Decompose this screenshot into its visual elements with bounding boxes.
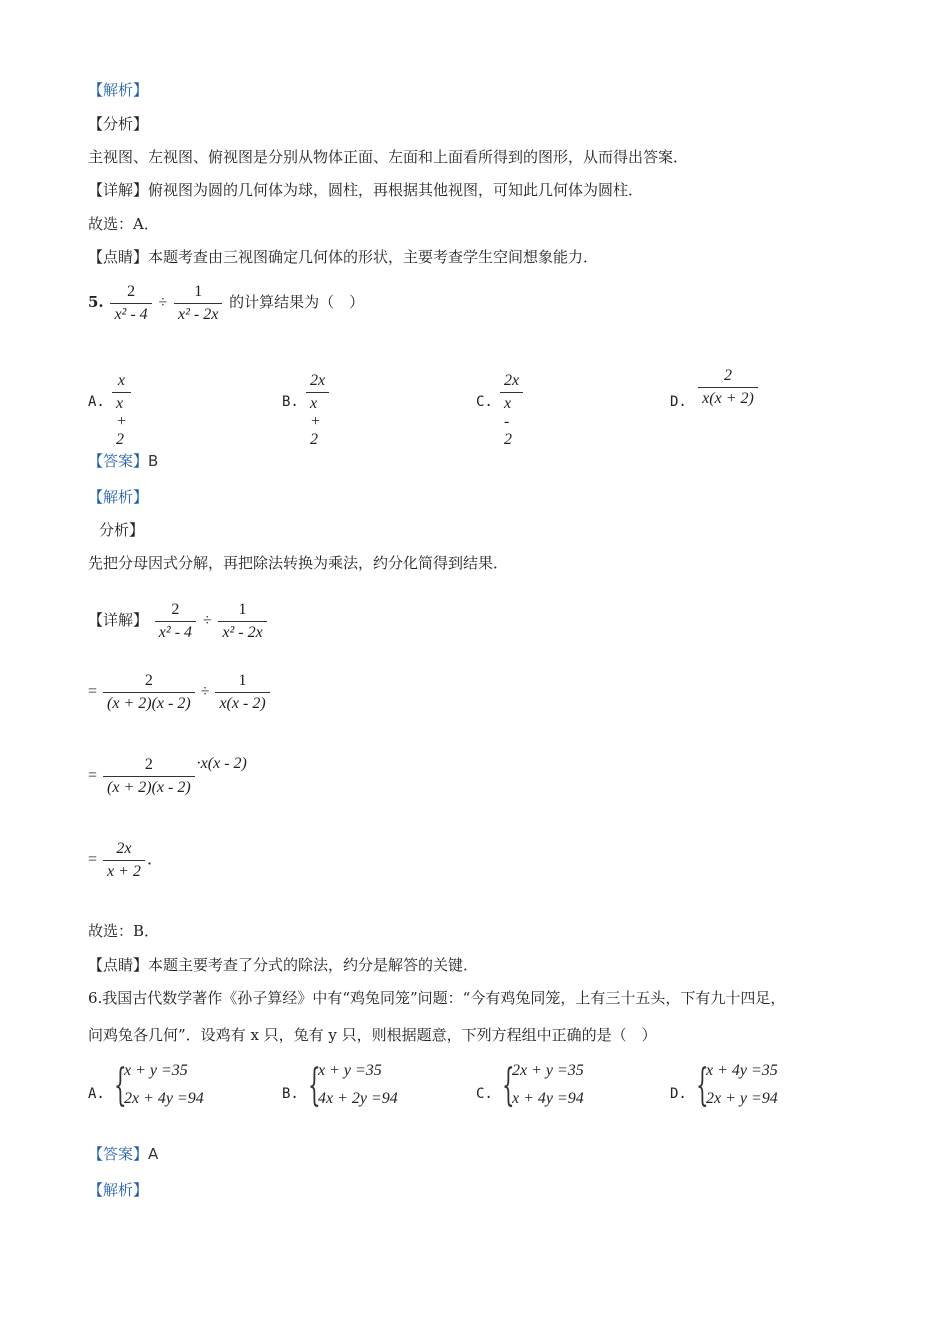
q5-fraction-2 [174,283,222,324]
q5-xiangjie-label: 【详解】 [88,611,149,629]
q6-answer-value: A [148,1145,159,1163]
q5-sol-fraction-1 [155,601,196,642]
q6-jiexi-label: 【解析】 [88,1181,149,1199]
q5-step-1 [88,668,272,716]
q5-option-a-fraction [112,372,131,449]
q5-fenxi-label: 分析】 [99,521,145,539]
q5-option-d-label: D. [670,394,687,410]
q5-sol-fraction-2 [218,601,266,642]
q6-option-d-label: D. [670,1086,687,1102]
q5-step-2-den: (x + 2)(x - 2) [103,776,195,797]
q6-option-a-eq-1: x + y =35 [124,1062,188,1079]
q5-step-1-num-2: 1 [238,671,247,689]
q5-fenxi-text: 先把分母因式分解，再把除法转换为乘法，约分化简得到结果． [88,554,509,572]
q5-divide: ÷ [158,294,168,311]
q6-stem-line-2: 问鸡兔各几何”．设鸡有 x 只，兔有 y 只，则根据题意，下列方程组中正确的是（ ） [88,1026,657,1044]
q5-step-2-tail: ·x(x - 2) [196,755,247,772]
q5-den-2: x² - 2x [174,303,222,324]
q5-answer-value: B [148,452,159,470]
q5-step-3-fraction [103,840,145,881]
fenxi-text: 主视图、左视图、俯视图是分别从物体正面、左面和上面看所得到的图形，从而得出答案． [88,148,689,166]
q5-option-a-num: x [117,372,125,389]
q5-step-1-den-2: x(x - 2) [215,692,269,713]
q6-option-d-eq-2: 2x + y =94 [706,1090,778,1107]
q6-option-a-eq-2: 2x + 4y =94 [124,1090,204,1107]
q5-xiangjie-line [88,596,269,645]
q5-option-c-den: x - 2 [500,392,523,449]
q6-option-c-label: C. [476,1086,493,1102]
q6-option-d-eq-1: x + 4y =35 [706,1062,778,1079]
q6-answer-line [88,1144,158,1164]
q5-num-2: 1 [194,282,203,300]
q6-option-d-brace: { [696,1060,709,1111]
q5-den-1: x² - 4 [110,303,151,324]
dianjing-line [88,247,598,267]
q5-option-a-label: A. [88,394,105,410]
q5-option-b-num: 2x [310,372,326,389]
q5-step-2-num: 2 [144,755,153,773]
dianjing-text: 本题考查由三视图确定几何体的形状，主要考查学生空间想象能力． [148,248,599,266]
q5-dianjing-text: 本题主要考查了分式的除法，约分是解答的关键． [148,956,479,974]
xiangjie-text: 俯视图为圆的几何体为球，圆柱，再根据其他视图，可知此几何体为圆柱． [148,181,644,199]
xiangjie-label: 【详解】 [88,181,149,199]
q5-step-1-den-1: (x + 2)(x - 2) [103,692,195,713]
q5-step-3-eq: = [88,851,98,868]
q6-option-d [670,1060,840,1116]
q5-option-b-den: x + 2 [306,392,329,449]
q5-step-3-den: x + 2 [103,860,145,881]
q5-sol-divide: ÷ [202,612,212,629]
q5-step-1-num-1: 2 [144,671,153,689]
q5-num-1: 2 [127,282,136,300]
q5-fraction-1 [110,283,151,324]
jiexi-label: 【解析】 [88,81,149,99]
q5-option-d-den: x(x + 2) [698,387,758,408]
q5-sol-num-2: 1 [238,600,247,618]
q5-option-b-fraction [306,372,329,449]
q5-step-3 [88,836,163,884]
q6-option-a-brace: { [114,1060,127,1111]
q6-stem-line-1: 6.我国古代数学著作《孙子算经》中有“鸡兔同笼”问题：“今有鸡兔同笼，上有三十五头，下有九十四足， [88,989,786,1007]
dianjing-label: 【点睛】 [88,248,149,266]
q6-option-c [476,1060,646,1116]
q5-step-3-num: 2x [116,839,132,857]
q5-number: 5. [88,293,104,311]
q5-step-2 [88,752,247,800]
q5-answer-choice: 故选：B． [88,922,160,940]
fenxi-label: 【分析】 [88,115,149,133]
q6-answer-label: 【答案】 [88,1145,149,1163]
q5-answer-label: 【答案】 [88,452,149,470]
q5-sol-num-1: 2 [171,600,180,618]
q5-stem [88,282,364,324]
q4-answer-choice: 故选：A． [88,215,159,233]
q6-option-b-eq-1: x + y =35 [318,1062,382,1079]
q5-step-2-eq: = [88,767,98,784]
xiangjie-line [88,180,643,200]
q5-tail: 的计算结果为（ ） [229,293,365,311]
q5-jiexi-label: 【解析】 [88,488,149,506]
q5-dianjing-label: 【点睛】 [88,956,149,974]
q6-option-c-eq-1: 2x + y =35 [512,1062,584,1079]
q5-step-1-divide: ÷ [200,683,210,700]
q5-option-c-label: C. [476,394,493,410]
q6-option-b-brace: { [308,1060,321,1111]
q6-option-c-brace: { [502,1060,515,1111]
q6-option-b-label: B. [282,1086,299,1102]
q6-option-b [282,1060,452,1116]
q5-answer-line [88,451,158,471]
q6-option-c-eq-2: x + 4y =94 [512,1090,584,1107]
q5-sol-den-1: x² - 4 [155,621,196,642]
q6-option-a-label: A. [88,1086,105,1102]
q5-step-1-fraction-2 [215,672,269,713]
q5-option-d-num: 2 [724,367,732,384]
q5-option-d-fraction [696,367,760,408]
q5-step-2-fraction [103,756,195,797]
q6-option-b-system [308,1060,458,1116]
q5-step-3-tail: ． [146,851,163,868]
q6-option-a-system [114,1060,264,1116]
q5-option-c-fraction [500,372,523,449]
q5-option-b-label: B. [282,394,299,410]
q5-option-a-den: x + 2 [112,392,131,449]
q5-sol-den-2: x² - 2x [218,621,266,642]
q5-step-1-fraction-1 [103,672,195,713]
q6-option-b-eq-2: 4x + 2y =94 [318,1090,398,1107]
q6-option-c-system [502,1060,652,1116]
q5-dianjing-line [88,955,478,975]
q6-option-a [88,1060,258,1116]
q5-option-c-num: 2x [504,372,520,389]
q5-step-1-eq: = [88,683,98,700]
q6-option-d-system [696,1060,846,1116]
